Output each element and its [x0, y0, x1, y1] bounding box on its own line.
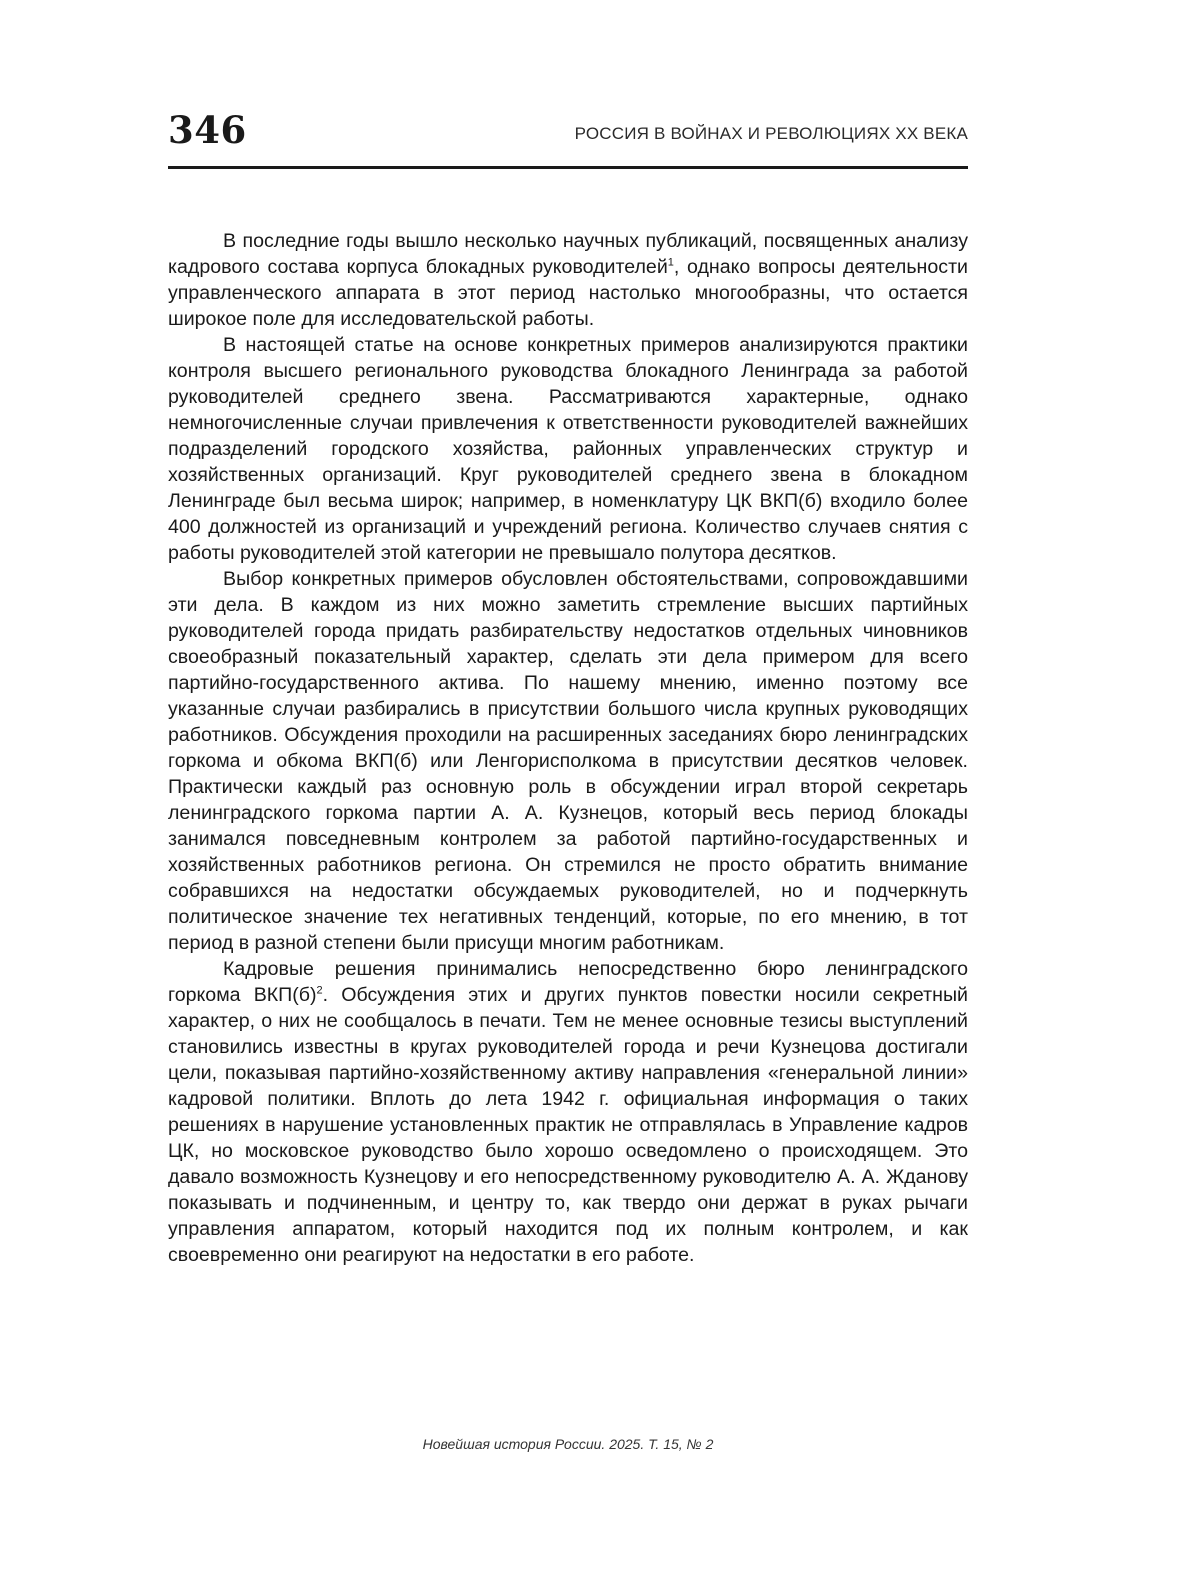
paragraph-4-text: Кадровые решения принимались непосредственно бюро ленинградского горкома ВКП(б)	[168, 958, 968, 1006]
journal-footer: Новейшая история России. 2025. Т. 15, № 2	[422, 1436, 714, 1452]
paragraph-1-text: В последние годы вышло несколько научных публикаций, посвященных анализу кадрового состава корпуса блокадных руководителей	[168, 230, 968, 278]
paragraph-4-text-cont: . Обсуждения этих и других пунктов повестки носили секретный характер, о них не сообщалось в печати. Тем не менее основные тезисы выступлений становились известны в кругах руководителей города и речи Кузнецова достигали цели, показывая партийно-хозяйственному активу направления «генеральной линии» кадровой политики. Вплоть до лета 1942 г. официальная информация о таких решениях в нарушение установленных практик не отправлялась в Управление кадров ЦК, но московское руководство было хорошо осведомлено о происходящем. Это давало возможность Кузнецову и его непосредственному руководителю А. А. Жданову показывать и подчиненным, и центру то, как твердо они держат в руках рычаги управления аппаратом, который находится под их полным контролем, и как своевременно они реагируют на недостатки в его работе.	[168, 984, 968, 1266]
page-number: 346	[168, 108, 247, 152]
running-title: РОССИЯ В ВОЙНАХ И РЕВОЛЮЦИЯХ XX ВЕКА	[574, 124, 968, 143]
paragraph-1-text-cont: , однако вопросы деятельности управленческого аппарата в этот период настолько многообразны, что остается широкое поле для исследовательской работы.	[168, 256, 968, 330]
footnote-ref-2[interactable]: 2	[316, 984, 323, 997]
paragraph-2: В настоящей статье на основе конкретных примеров анализируются практики контроля высшего регионального руководства блокадного Ленинграда за работой руководителей среднего звена. Рассматриваются характерные, однако немногочисленные случаи привлечения к ответственности руководителей важнейших подразделений городского хозяйства, районных управленческих структур и хозяйственных организаций. Круг руководителей среднего звена в блокадном Ленинграде был весьма широк; например, в номенклатуру ЦК ВКП(б) входило более 400 должностей из организаций и учреждений региона. Количество случаев снятия с работы руководителей этой категории не превышало полутора десятков.	[168, 334, 968, 564]
footnote-ref-1[interactable]: 1	[667, 256, 674, 269]
page-header	[168, 104, 968, 160]
paragraph-4	[168, 956, 968, 1268]
header-rule	[168, 166, 968, 169]
paragraph-1	[168, 228, 968, 332]
paragraph-3: Выбор конкретных примеров обусловлен обстоятельствами, сопровождавшими эти дела. В каждом из них можно заметить стремление высших партийных руководителей города придать разбирательству недостатков отдельных чиновников своеобразный показательный характер, сделать эти дела примером для всего партийно-государственного актива. По нашему мнению, именно поэтому все указанные случаи разбирались в присутствии большого числа крупных руководящих работников. Обсуждения проходили на расширенных заседаниях бюро ленинградских горкома и обкома ВКП(б) или Ленгорисполкома в присутствии десятков человек. Практически каждый раз основную роль в обсуждении играл второй секретарь ленинградского горкома партии А. А. Кузнецов, который весь период блокады занимался повседневным контролем за работой партийно-государственных и хозяйственных работников региона. Он стремился не просто обратить внимание собравшихся на недостатки обсуждаемых руководителей, но и подчеркнуть политическое значение тех негативных тенденций, которые, по его мнению, в тот период в разной степени были присущи многим работникам.	[168, 568, 968, 954]
article-body	[168, 228, 968, 1268]
